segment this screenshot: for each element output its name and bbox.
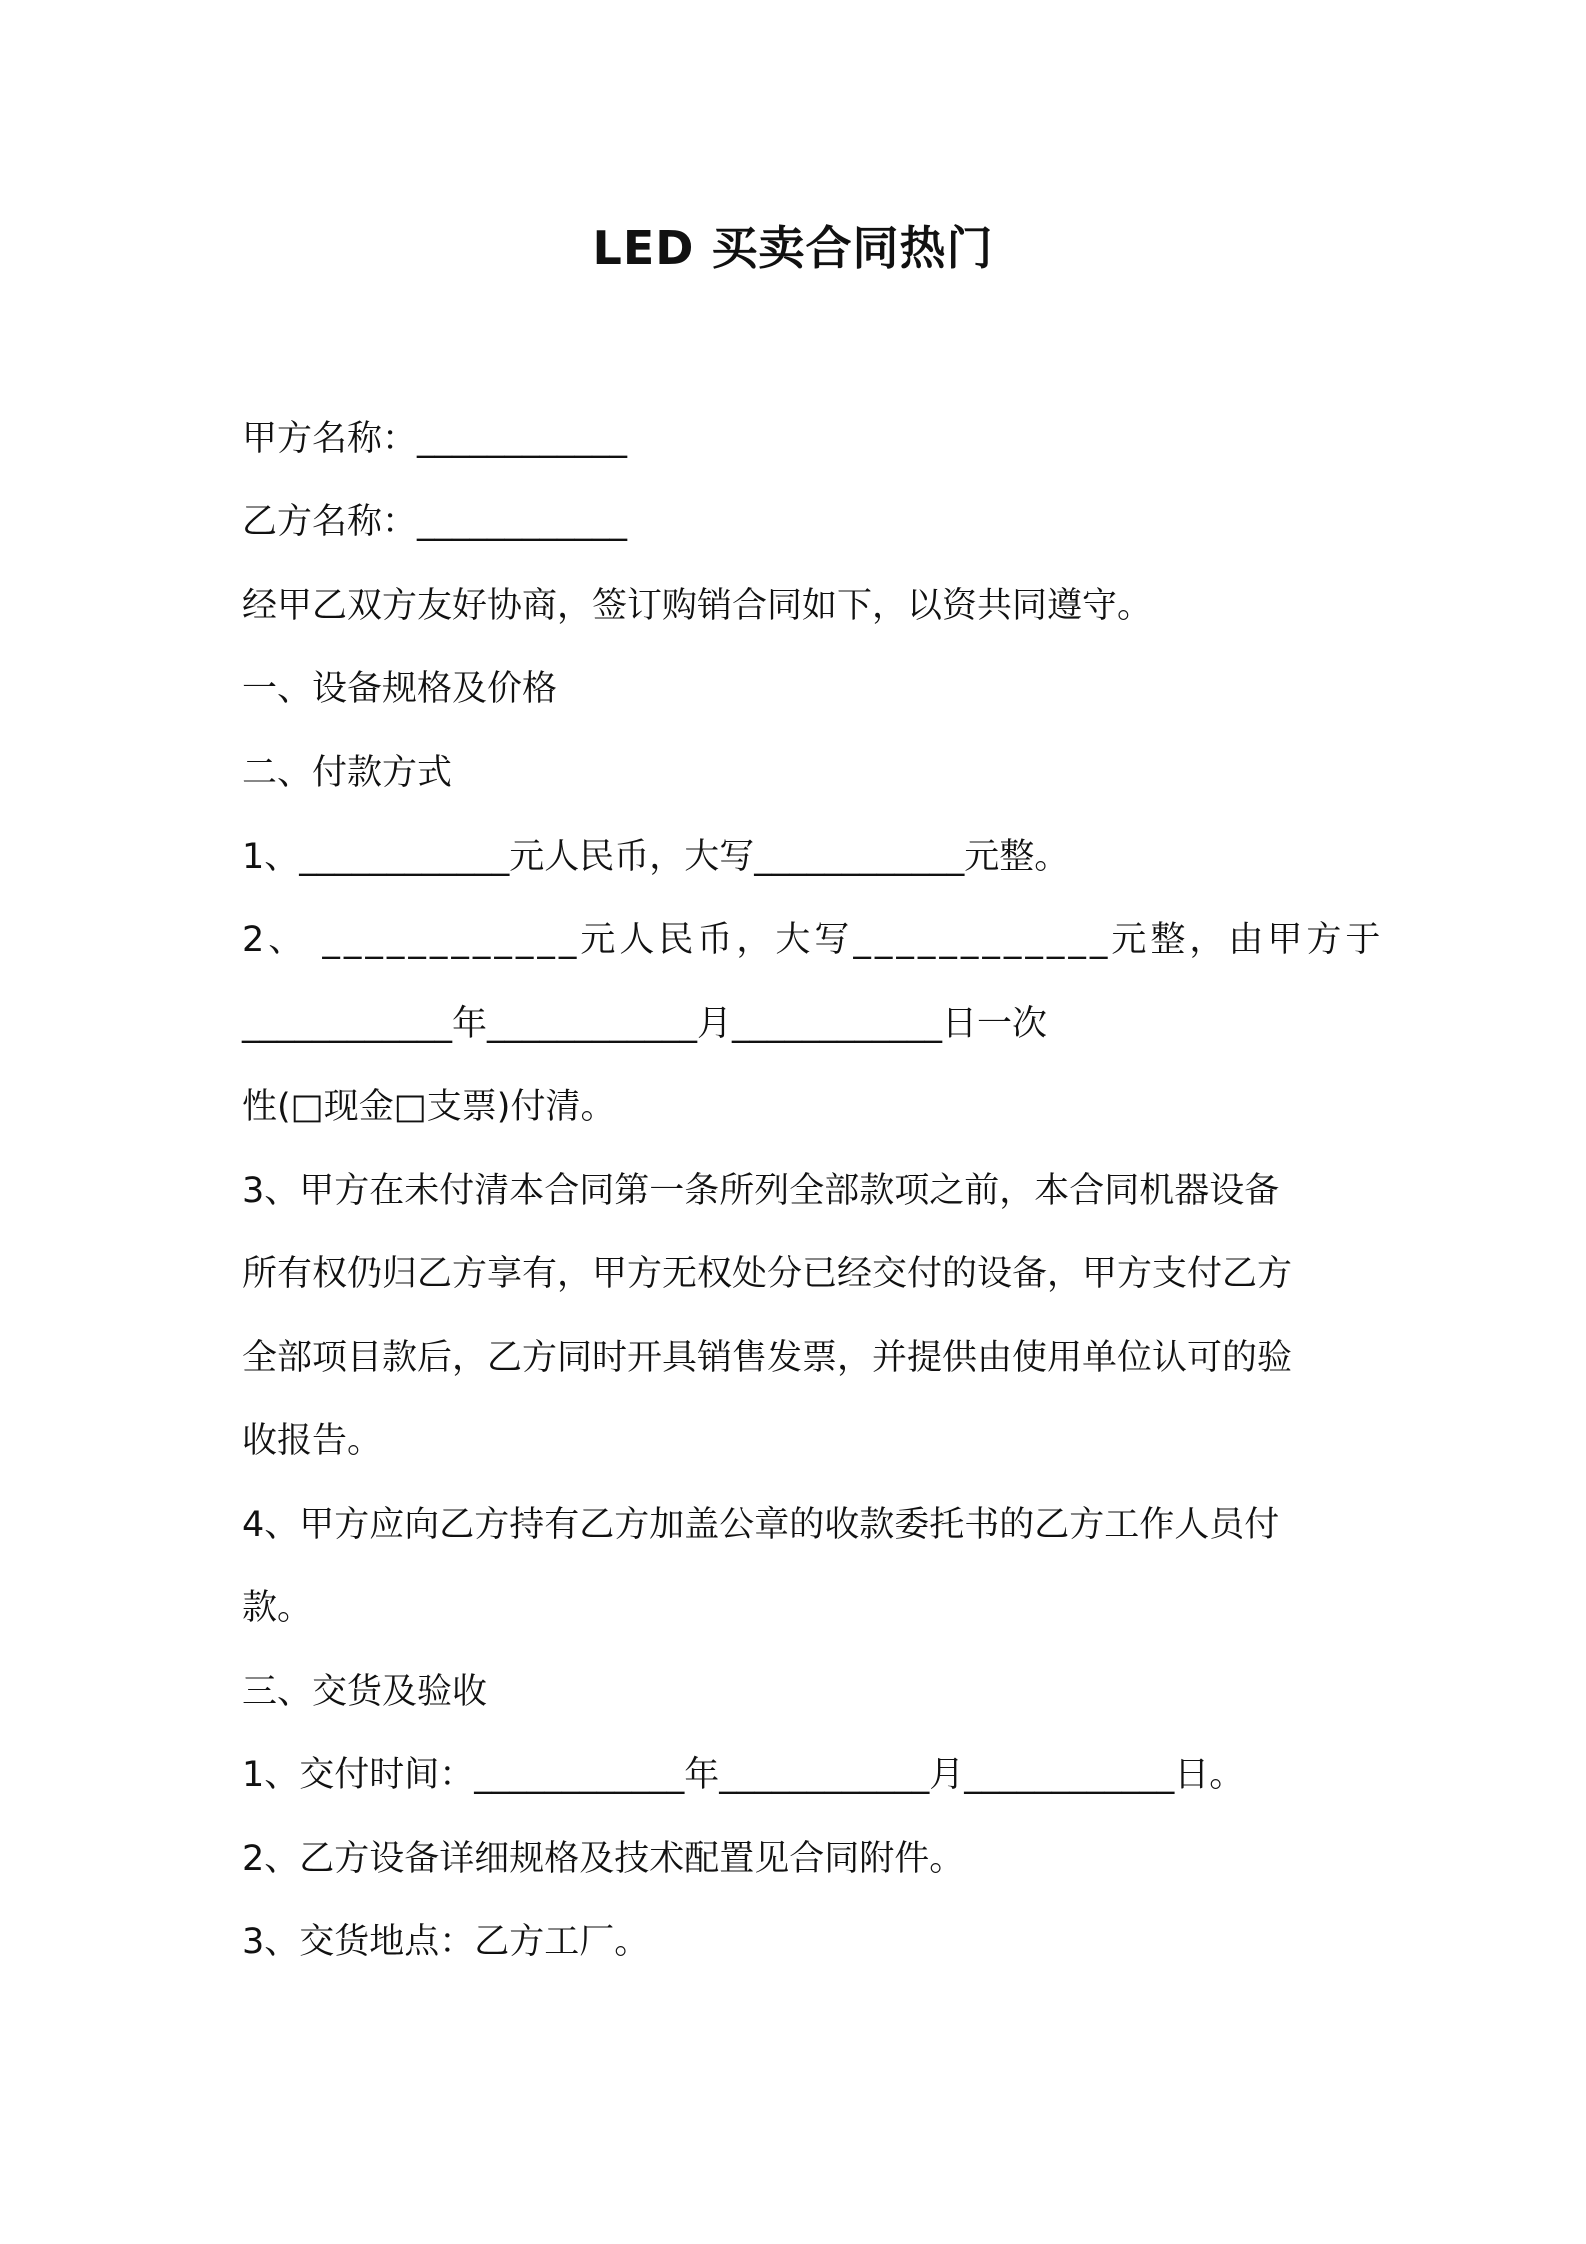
document-title: LED 买卖合同热门 [592,221,994,275]
clause-2-2-payment-line: 性(□现金□支票)付清。 [242,1087,616,1127]
clause-2-4-line-1: 4、甲方应向乙方持有乙方加盖公章的收款委托书的乙方工作人员付 [242,1505,1280,1545]
clause-2-3-line-2: 所有权仍归乙方享有，甲方无权处分已经交付的设备，甲方支付乙方 [242,1254,1293,1294]
section-1-heading: 一、设备规格及价格 [242,669,558,709]
clause-2-3-line-4: 收报告。 [242,1421,383,1461]
clause-2-2-line: 2、 ____________元人民币，大写____________元整，由甲方于 [242,920,1385,960]
clause-2-4-line-2: 款。 [242,1588,313,1628]
clause-3-3-line: 3、交货地点：乙方工厂。 [242,1922,650,1962]
clause-3-2-line: 2、乙方设备详细规格及技术配置见合同附件。 [242,1839,965,1879]
clause-2-1-line: 1、____________元人民币，大写____________元整。 [242,837,1070,877]
section-2-heading: 二、付款方式 [242,753,453,793]
party-a-name-line: 甲方名称：____________ [242,419,628,459]
clause-3-1-line: 1、交付时间：____________年____________月____________日。 [242,1755,1245,1795]
party-b-name-line: 乙方名称：____________ [242,502,628,542]
clause-2-2-date-line: ____________年____________月____________日一次 [242,1004,1048,1044]
clause-2-3-line-3: 全部项目款后，乙方同时开具销售发票，并提供由使用单位认可的验 [242,1338,1293,1378]
preamble-line: 经甲乙双方友好协商，签订购销合同如下，以资共同遵守。 [242,586,1153,626]
section-3-heading: 三、交货及验收 [242,1672,488,1712]
clause-2-3-line-1: 3、甲方在未付清本合同第一条所列全部款项之前，本合同机器设备 [242,1171,1280,1211]
